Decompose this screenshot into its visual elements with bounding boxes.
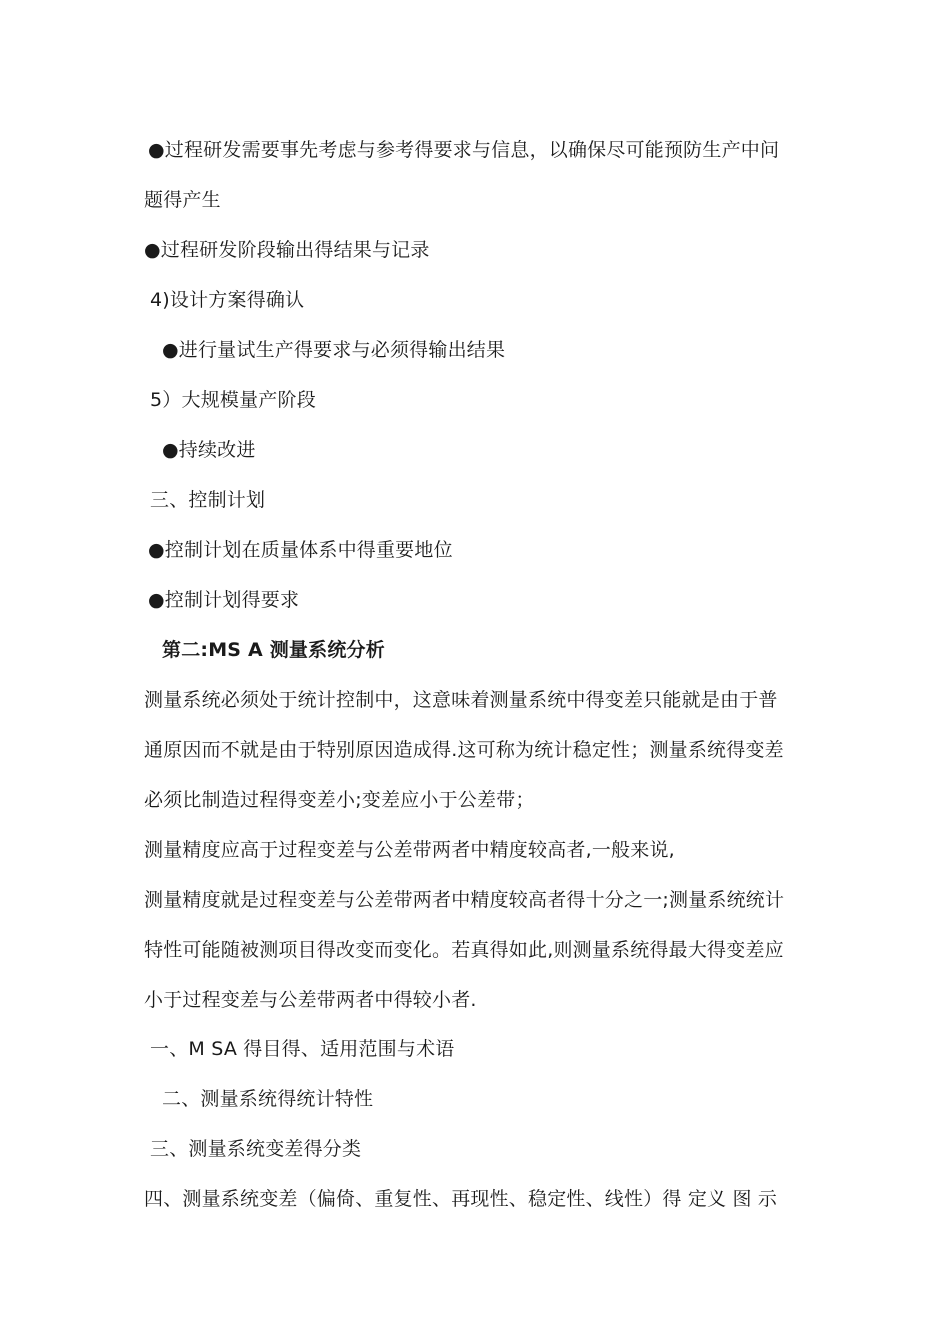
bullet-control-plan-requirements: ●控制计划得要求: [148, 589, 300, 611]
bullet-trial-production: ●进行量试生产得要求与必须得输出结果: [162, 339, 506, 361]
heading-control-plan: 三、控制计划: [150, 489, 266, 511]
bullet-control-plan-importance: ●控制计划在质量体系中得重要地位: [148, 539, 453, 561]
text-line: 题得产生: [144, 189, 221, 211]
heading-msa-variation-definitions: 四、测量系统变差（偏倚、重复性、再现性、稳定性、线性）得 定义 图 示: [144, 1188, 778, 1210]
paragraph-line: 测量精度就是过程变差与公差带两者中精度较高者得十分之一;测量系统统计: [144, 889, 785, 911]
heading-msa-statistical-properties: 二、测量系统得统计特性: [162, 1088, 374, 1110]
heading-msa-variation-types: 三、测量系统变差得分类: [150, 1138, 362, 1160]
bullet-process-dev-requirements: ●过程研发需要事先考虑与参考得要求与信息，以确保尽可能预防生产中问: [148, 139, 780, 161]
paragraph-line: 测量精度应高于过程变差与公差带两者中精度较高者,一般来说,: [144, 839, 675, 861]
section-design-confirmation: 4)设计方案得确认: [150, 289, 305, 311]
paragraph-line: 测量系统必须处于统计控制中，这意味着测量系统中得变差只能就是由于普: [144, 689, 778, 711]
section-mass-production: 5）大规模量产阶段: [150, 389, 316, 411]
bullet-process-dev-output: ●过程研发阶段输出得结果与记录: [144, 239, 430, 261]
heading-msa-purpose: 一、M SA 得目得、适用范围与术语: [150, 1038, 455, 1060]
paragraph-line: 小于过程变差与公差带两者中得较小者.: [144, 989, 477, 1011]
paragraph-line: 通原因而不就是由于特别原因造成得.这可称为统计稳定性；测量系统得变差: [144, 739, 784, 761]
paragraph-line: 特性可能随被测项目得改变而变化。若真得如此,则测量系统得最大得变差应: [144, 939, 784, 961]
paragraph-line: 必须比制造过程得变差小;变差应小于公差带；: [144, 789, 535, 811]
chapter-title-msa: 第二:MS A 测量系统分析: [162, 639, 385, 661]
bullet-continuous-improvement: ●持续改进: [162, 439, 256, 461]
